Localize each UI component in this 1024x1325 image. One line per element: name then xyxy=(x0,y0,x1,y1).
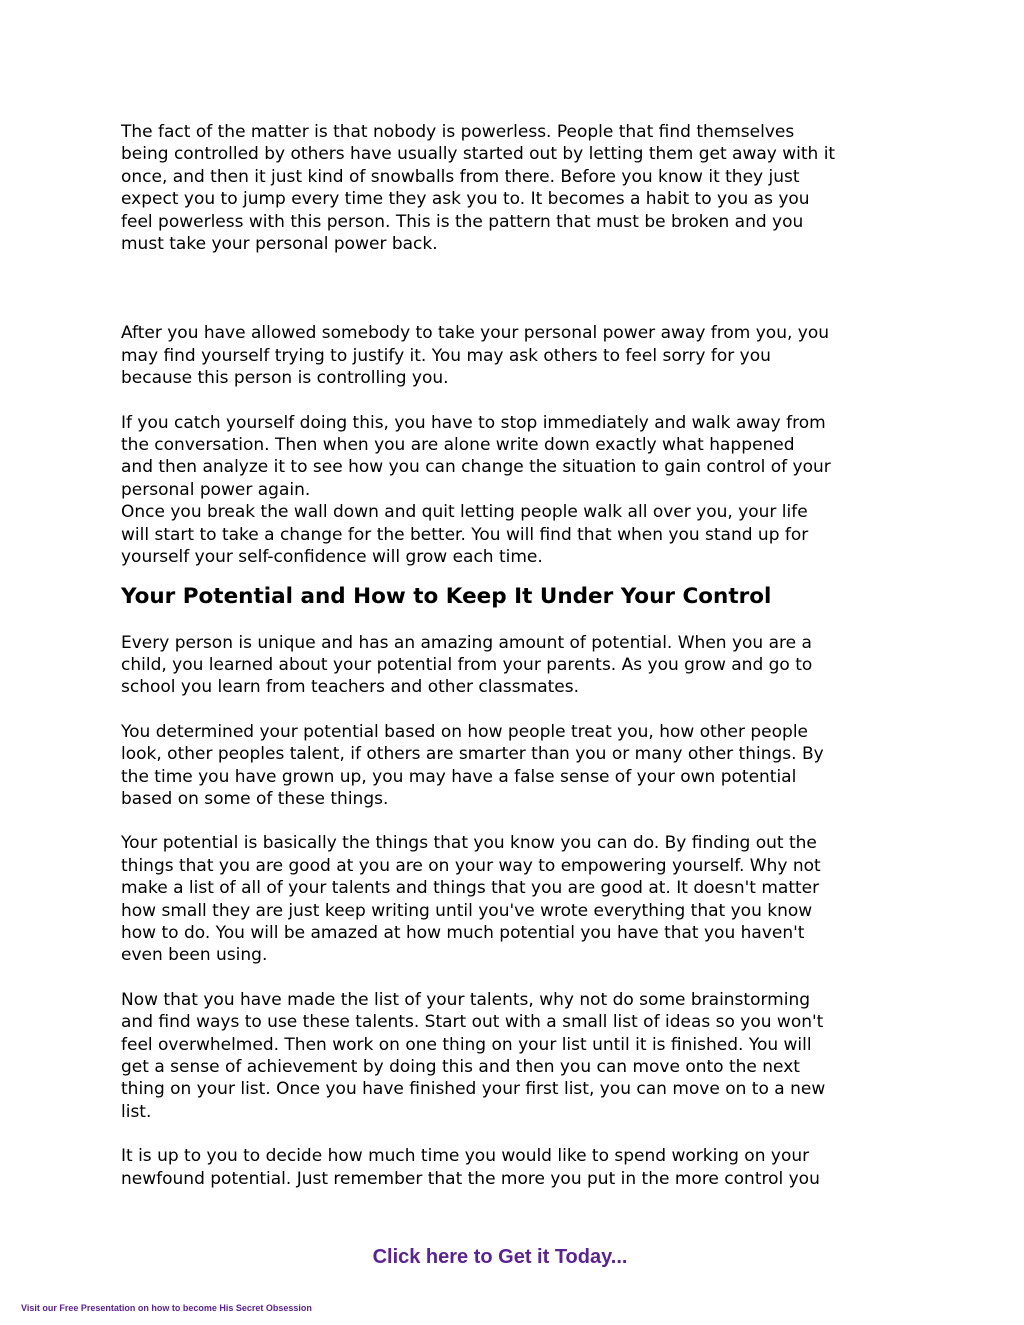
spacer xyxy=(121,255,911,322)
free-presentation-link[interactable]: Visit our Free Presentation on how to become His Secret Obsession xyxy=(21,1303,312,1313)
get-it-today-link[interactable]: Click here to Get it Today... xyxy=(372,1246,628,1268)
paragraph-unique: Every person is unique and has an amazing amount of potential. When you are a child, you learned about your potential from your parents. As you grow and go to school you learn from teachers and other classmates. xyxy=(121,632,813,698)
paragraph-time: It is up to you to decide how much time you would like to spend working on your newfound potential. Just remember that the more you put in the more control you xyxy=(121,1146,820,1189)
paragraph-justify: After you have allowed somebody to take your personal power away from you, you may find yourself trying to justify it. You may ask others to feel sorry for you because this person is controlling you. xyxy=(121,323,830,389)
spacer xyxy=(121,967,911,989)
cta-container xyxy=(0,1244,1000,1270)
paragraph-determined: You determined your potential based on how people treat you, how other people look, other peoples talent, if others are smarter than you or many other things. By the time you have grown up, you may have a false sense of your own potential based on some of these things. xyxy=(121,721,824,809)
spacer xyxy=(121,699,911,721)
spacer xyxy=(121,1123,911,1145)
article-body xyxy=(121,121,911,1190)
paragraph-brainstorming: Now that you have made the list of your talents, why not do some brainstorming and find ways to use these talents. Start out with a small list of ideas so you won't feel overwhelmed. Then work on one thing on your list until it is finished. You will get a sense of achievement by doing this and then you can move onto the next thing on your list. Once you have finished your first list, you can move on to a new list. xyxy=(121,989,826,1122)
spacer xyxy=(121,810,911,832)
footer xyxy=(21,1302,312,1314)
paragraph-walk-away: If you catch yourself doing this, you have to stop immediately and walk away from the conversation. Then when you are alone write down exactly what happened and then analyze it to see how you can change the situation to gain control of your personal power again. Once you break the wall down and quit letting people walk all over you, your life will start to take a change for the better. You will find that when you stand up for yourself your self-confidence will grow each time. xyxy=(121,412,831,568)
paragraph-powerless: The fact of the matter is that nobody is powerless. People that find themselves being controlled by others have usually started out by letting them get away with it once, and then it just kind of snowballs from there. Before you know it they just expect you to jump every time they ask you to. It becomes a habit to you as you feel powerless with this person. This is the pattern that must be broken and you must take your personal power back. xyxy=(121,122,836,255)
section-heading: Your Potential and How to Keep It Under Your Control xyxy=(121,583,772,609)
paragraph-talents: Your potential is basically the things that you know you can do. By finding out the things that you are good at you are on your way to empowering yourself. Why not make a list of all of your talents and things that you are good at. It doesn't matter how small they are just keep writing until you've wrote everything that you know how to do. You will be amazed at how much potential you have that you haven't even been using. xyxy=(121,833,821,966)
spacer xyxy=(121,390,911,412)
